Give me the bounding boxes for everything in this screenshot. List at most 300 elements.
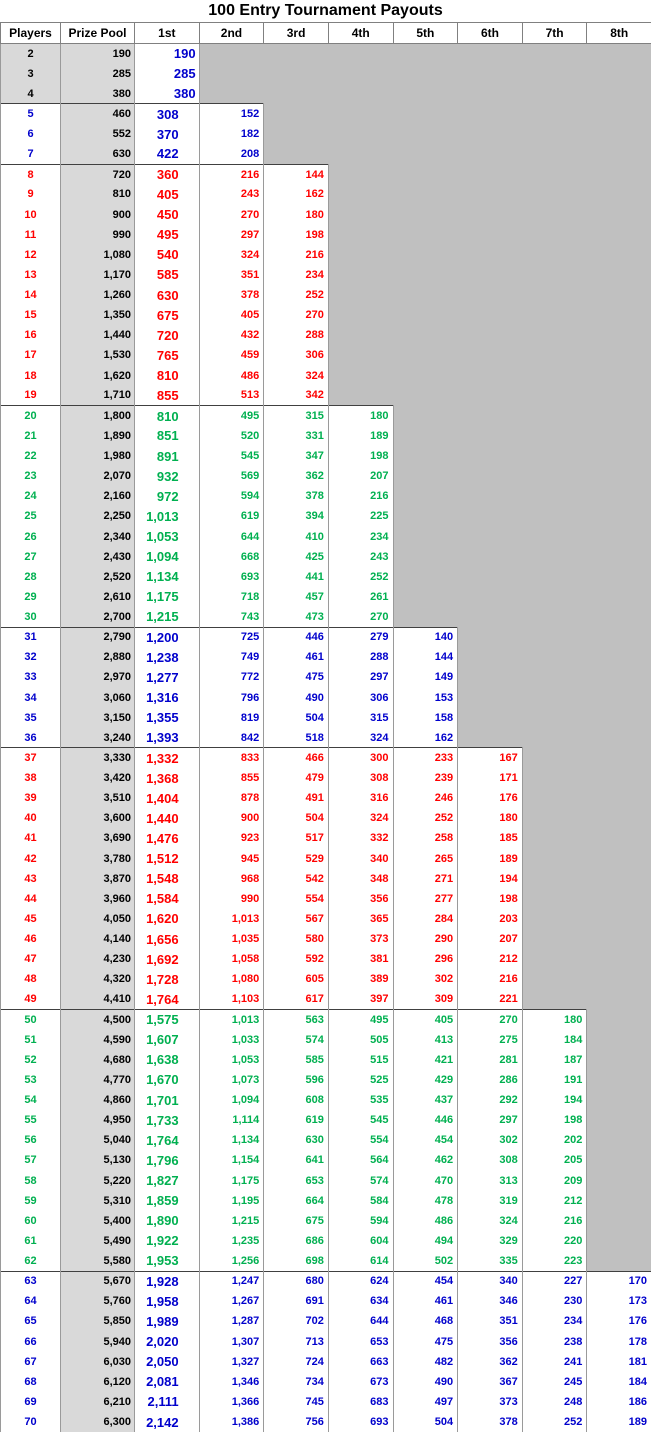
players-cell: 70 [1, 1412, 61, 1432]
payout-3rd-cell: 608 [264, 1090, 329, 1110]
prize-pool-cell: 630 [61, 144, 135, 164]
payout-7th-cell: 202 [522, 1130, 587, 1150]
empty-cell [587, 869, 651, 889]
payout-6th-cell: 180 [458, 808, 523, 828]
empty-cell [587, 1030, 651, 1050]
payout-8th-cell: 178 [587, 1332, 651, 1352]
empty-cell [587, 225, 651, 245]
empty-cell [587, 1070, 651, 1090]
empty-cell [587, 325, 651, 345]
empty-cell [522, 164, 587, 184]
payout-3rd-cell: 331 [264, 426, 329, 446]
empty-cell [587, 1150, 651, 1170]
header-1st: 1st [135, 23, 200, 44]
prize-pool-cell: 3,780 [61, 849, 135, 869]
players-cell: 23 [1, 466, 61, 486]
empty-cell [393, 265, 458, 285]
empty-cell [458, 567, 523, 587]
prize-pool-cell: 4,230 [61, 949, 135, 969]
payout-4th-cell: 198 [328, 446, 393, 466]
empty-cell [522, 828, 587, 848]
payout-3rd-cell: 698 [264, 1251, 329, 1271]
empty-cell [522, 144, 587, 164]
empty-cell [587, 1211, 651, 1231]
payout-3rd-cell: 362 [264, 466, 329, 486]
payout-4th-cell: 300 [328, 748, 393, 768]
payout-2nd-cell: 855 [199, 768, 264, 788]
payout-2nd-cell: 619 [199, 506, 264, 526]
header-8th: 8th [587, 23, 651, 44]
table-row [1, 265, 651, 285]
empty-cell [587, 728, 651, 748]
payout-6th-cell: 286 [458, 1070, 523, 1090]
table-row [1, 748, 651, 768]
payout-7th-cell: 234 [522, 1311, 587, 1331]
payout-8th-cell: 184 [587, 1372, 651, 1392]
players-cell: 9 [1, 184, 61, 204]
empty-cell [393, 64, 458, 84]
payout-5th-cell: 309 [393, 989, 458, 1009]
payout-6th-cell: 198 [458, 889, 523, 909]
payout-5th-cell: 504 [393, 1412, 458, 1432]
payout-2nd-cell: 297 [199, 225, 264, 245]
players-cell: 36 [1, 728, 61, 748]
table-row [1, 406, 651, 426]
players-cell: 4 [1, 84, 61, 104]
empty-cell [522, 64, 587, 84]
payout-3rd-cell: 347 [264, 446, 329, 466]
payout-2nd-cell: 725 [199, 627, 264, 647]
empty-cell [587, 627, 651, 647]
empty-cell [587, 547, 651, 567]
prize-pool-cell: 1,350 [61, 305, 135, 325]
prize-pool-cell: 990 [61, 225, 135, 245]
payout-5th-cell: 446 [393, 1110, 458, 1130]
payout-1st-cell: 1,512 [135, 849, 200, 869]
payout-3rd-cell: 680 [264, 1271, 329, 1291]
empty-cell [458, 527, 523, 547]
players-cell: 54 [1, 1090, 61, 1110]
payout-4th-cell: 614 [328, 1251, 393, 1271]
empty-cell [458, 587, 523, 607]
payout-4th-cell: 365 [328, 909, 393, 929]
empty-cell [458, 406, 523, 426]
table-row [1, 567, 651, 587]
empty-cell [522, 647, 587, 667]
empty-cell [264, 44, 329, 64]
prize-pool-cell: 6,300 [61, 1412, 135, 1432]
payout-8th-cell: 173 [587, 1291, 651, 1311]
empty-cell [522, 386, 587, 406]
table-body [1, 44, 651, 1432]
table-row [1, 1110, 651, 1130]
prize-pool-cell: 3,600 [61, 808, 135, 828]
payout-3rd-cell: 641 [264, 1150, 329, 1170]
players-cell: 47 [1, 949, 61, 969]
payout-1st-cell: 1,733 [135, 1110, 200, 1130]
payout-7th-cell: 194 [522, 1090, 587, 1110]
empty-cell [522, 989, 587, 1009]
empty-cell [393, 506, 458, 526]
players-cell: 20 [1, 406, 61, 426]
payout-7th-cell: 184 [522, 1030, 587, 1050]
payout-2nd-cell: 833 [199, 748, 264, 768]
empty-cell [587, 184, 651, 204]
empty-cell [587, 1251, 651, 1271]
empty-cell [587, 949, 651, 969]
empty-cell [328, 164, 393, 184]
table-row [1, 1311, 651, 1331]
empty-cell [587, 205, 651, 225]
payout-2nd-cell: 1,235 [199, 1231, 264, 1251]
empty-cell [522, 949, 587, 969]
prize-pool-cell: 1,080 [61, 245, 135, 265]
payout-1st-cell: 380 [135, 84, 200, 104]
empty-cell [522, 265, 587, 285]
payout-6th-cell: 189 [458, 849, 523, 869]
payout-3rd-cell: 490 [264, 688, 329, 708]
empty-cell [587, 989, 651, 1009]
header-6th: 6th [458, 23, 523, 44]
payout-4th-cell: 180 [328, 406, 393, 426]
prize-pool-cell: 2,340 [61, 527, 135, 547]
empty-cell [522, 667, 587, 687]
payout-5th-cell: 490 [393, 1372, 458, 1392]
payout-1st-cell: 1,890 [135, 1211, 200, 1231]
payout-2nd-cell: 513 [199, 386, 264, 406]
table-row [1, 1030, 651, 1050]
payout-4th-cell: 189 [328, 426, 393, 446]
payout-1st-cell: 1,928 [135, 1271, 200, 1291]
empty-cell [522, 567, 587, 587]
empty-cell [587, 466, 651, 486]
payout-1st-cell: 1,692 [135, 949, 200, 969]
payout-3rd-cell: 554 [264, 889, 329, 909]
empty-cell [587, 1090, 651, 1110]
empty-cell [393, 104, 458, 124]
empty-cell [587, 1231, 651, 1251]
empty-cell [328, 124, 393, 144]
players-cell: 33 [1, 667, 61, 687]
payout-4th-cell: 397 [328, 989, 393, 1009]
payout-1st-cell: 1,175 [135, 587, 200, 607]
players-cell: 56 [1, 1130, 61, 1150]
players-cell: 31 [1, 627, 61, 647]
payout-4th-cell: 624 [328, 1271, 393, 1291]
payout-3rd-cell: 378 [264, 486, 329, 506]
payout-1st-cell: 1,796 [135, 1150, 200, 1170]
table-row [1, 1352, 651, 1372]
empty-cell [587, 1191, 651, 1211]
payout-4th-cell: 683 [328, 1392, 393, 1412]
empty-cell [458, 84, 523, 104]
prize-pool-cell: 5,130 [61, 1150, 135, 1170]
payout-7th-cell: 191 [522, 1070, 587, 1090]
empty-cell [587, 84, 651, 104]
payout-1st-cell: 1,476 [135, 828, 200, 848]
payout-5th-cell: 246 [393, 788, 458, 808]
table-row [1, 828, 651, 848]
payout-1st-cell: 932 [135, 466, 200, 486]
payout-4th-cell: 673 [328, 1372, 393, 1392]
payout-2nd-cell: 968 [199, 869, 264, 889]
table-row [1, 647, 651, 667]
players-cell: 27 [1, 547, 61, 567]
payout-5th-cell: 421 [393, 1050, 458, 1070]
empty-cell [199, 84, 264, 104]
players-cell: 63 [1, 1271, 61, 1291]
payout-3rd-cell: 734 [264, 1372, 329, 1392]
players-cell: 24 [1, 486, 61, 506]
payout-4th-cell: 252 [328, 567, 393, 587]
payout-4th-cell: 234 [328, 527, 393, 547]
payout-4th-cell: 604 [328, 1231, 393, 1251]
empty-cell [264, 104, 329, 124]
payout-3rd-cell: 756 [264, 1412, 329, 1432]
payout-2nd-cell: 520 [199, 426, 264, 446]
empty-cell [393, 587, 458, 607]
payout-4th-cell: 381 [328, 949, 393, 969]
payout-1st-cell: 190 [135, 44, 200, 64]
payout-1st-cell: 1,958 [135, 1291, 200, 1311]
prize-pool-cell: 2,610 [61, 587, 135, 607]
header-prize-pool: Prize Pool [61, 23, 135, 44]
payout-2nd-cell: 1,058 [199, 949, 264, 969]
payout-2nd-cell: 1,134 [199, 1130, 264, 1150]
empty-cell [458, 64, 523, 84]
players-cell: 68 [1, 1372, 61, 1392]
prize-pool-cell: 4,500 [61, 1010, 135, 1030]
prize-pool-cell: 1,620 [61, 366, 135, 386]
prize-pool-cell: 4,410 [61, 989, 135, 1009]
payout-3rd-cell: 724 [264, 1352, 329, 1372]
players-cell: 12 [1, 245, 61, 265]
table-row [1, 426, 651, 446]
empty-cell [587, 788, 651, 808]
payout-4th-cell: 332 [328, 828, 393, 848]
table-row [1, 768, 651, 788]
prize-pool-cell: 285 [61, 64, 135, 84]
players-cell: 39 [1, 788, 61, 808]
table-row [1, 1191, 651, 1211]
empty-cell [587, 607, 651, 627]
players-cell: 62 [1, 1251, 61, 1271]
prize-pool-cell: 4,860 [61, 1090, 135, 1110]
table-row [1, 446, 651, 466]
payout-5th-cell: 437 [393, 1090, 458, 1110]
players-cell: 45 [1, 909, 61, 929]
payout-5th-cell: 454 [393, 1130, 458, 1150]
header-2nd: 2nd [199, 23, 264, 44]
players-cell: 34 [1, 688, 61, 708]
prize-pool-cell: 1,980 [61, 446, 135, 466]
prize-pool-cell: 3,420 [61, 768, 135, 788]
payout-2nd-cell: 432 [199, 325, 264, 345]
empty-cell [522, 466, 587, 486]
payout-1st-cell: 450 [135, 205, 200, 225]
payout-5th-cell: 482 [393, 1352, 458, 1372]
prize-pool-cell: 2,430 [61, 547, 135, 567]
payout-7th-cell: 252 [522, 1412, 587, 1432]
payout-2nd-cell: 182 [199, 124, 264, 144]
empty-cell [328, 184, 393, 204]
payout-6th-cell: 203 [458, 909, 523, 929]
payout-3rd-cell: 324 [264, 366, 329, 386]
prize-pool-cell: 4,140 [61, 929, 135, 949]
empty-cell [587, 406, 651, 426]
payout-7th-cell: 241 [522, 1352, 587, 1372]
payout-2nd-cell: 1,195 [199, 1191, 264, 1211]
empty-cell [522, 929, 587, 949]
payout-1st-cell: 1,922 [135, 1231, 200, 1251]
table-row [1, 1150, 651, 1170]
empty-cell [522, 124, 587, 144]
payout-1st-cell: 855 [135, 386, 200, 406]
payout-2nd-cell: 923 [199, 828, 264, 848]
payout-1st-cell: 2,050 [135, 1352, 200, 1372]
payout-1st-cell: 675 [135, 305, 200, 325]
payout-5th-cell: 258 [393, 828, 458, 848]
prize-pool-cell: 2,970 [61, 667, 135, 687]
empty-cell [587, 386, 651, 406]
empty-cell [587, 305, 651, 325]
payout-4th-cell: 348 [328, 869, 393, 889]
payout-4th-cell: 535 [328, 1090, 393, 1110]
payout-3rd-cell: 686 [264, 1231, 329, 1251]
payout-2nd-cell: 351 [199, 265, 264, 285]
payout-7th-cell: 180 [522, 1010, 587, 1030]
payout-6th-cell: 319 [458, 1191, 523, 1211]
payout-5th-cell: 158 [393, 708, 458, 728]
table-row [1, 1070, 651, 1090]
payout-5th-cell: 239 [393, 768, 458, 788]
payout-5th-cell: 296 [393, 949, 458, 969]
payout-1st-cell: 1,728 [135, 969, 200, 989]
prize-pool-cell: 2,790 [61, 627, 135, 647]
empty-cell [587, 849, 651, 869]
payout-2nd-cell: 1,073 [199, 1070, 264, 1090]
payout-2nd-cell: 243 [199, 184, 264, 204]
empty-cell [587, 265, 651, 285]
payout-3rd-cell: 580 [264, 929, 329, 949]
players-cell: 11 [1, 225, 61, 245]
empty-cell [522, 366, 587, 386]
payout-1st-cell: 360 [135, 164, 200, 184]
table-row [1, 1231, 651, 1251]
payout-1st-cell: 810 [135, 406, 200, 426]
table-row [1, 84, 651, 104]
table-row [1, 1372, 651, 1392]
table-row [1, 466, 651, 486]
payout-1st-cell: 285 [135, 64, 200, 84]
table-row [1, 1332, 651, 1352]
payout-2nd-cell: 1,256 [199, 1251, 264, 1271]
payout-6th-cell: 335 [458, 1251, 523, 1271]
payout-2nd-cell: 208 [199, 144, 264, 164]
players-cell: 7 [1, 144, 61, 164]
payout-2nd-cell: 1,175 [199, 1171, 264, 1191]
empty-cell [458, 245, 523, 265]
prize-pool-cell: 4,950 [61, 1110, 135, 1130]
players-cell: 13 [1, 265, 61, 285]
payout-1st-cell: 1,332 [135, 748, 200, 768]
empty-cell [587, 708, 651, 728]
players-cell: 2 [1, 44, 61, 64]
payout-4th-cell: 373 [328, 929, 393, 949]
players-cell: 49 [1, 989, 61, 1009]
empty-cell [587, 446, 651, 466]
payout-1st-cell: 1,238 [135, 647, 200, 667]
payout-1st-cell: 1,701 [135, 1090, 200, 1110]
empty-cell [587, 828, 651, 848]
empty-cell [587, 1050, 651, 1070]
payout-4th-cell: 693 [328, 1412, 393, 1432]
empty-cell [587, 345, 651, 365]
payout-3rd-cell: 288 [264, 325, 329, 345]
payout-3rd-cell: 619 [264, 1110, 329, 1130]
table-row [1, 184, 651, 204]
payout-6th-cell: 367 [458, 1372, 523, 1392]
empty-cell [199, 64, 264, 84]
payout-4th-cell: 308 [328, 768, 393, 788]
payout-3rd-cell: 144 [264, 164, 329, 184]
payout-8th-cell: 186 [587, 1392, 651, 1412]
payout-2nd-cell: 1,366 [199, 1392, 264, 1412]
table-row [1, 1392, 651, 1412]
payout-3rd-cell: 585 [264, 1050, 329, 1070]
empty-cell [328, 64, 393, 84]
players-cell: 43 [1, 869, 61, 889]
players-cell: 53 [1, 1070, 61, 1090]
payout-8th-cell: 181 [587, 1352, 651, 1372]
prize-pool-cell: 6,210 [61, 1392, 135, 1412]
payout-3rd-cell: 491 [264, 788, 329, 808]
empty-cell [393, 527, 458, 547]
empty-cell [328, 84, 393, 104]
payout-3rd-cell: 479 [264, 768, 329, 788]
payout-2nd-cell: 1,307 [199, 1332, 264, 1352]
payout-7th-cell: 227 [522, 1271, 587, 1291]
payout-6th-cell: 329 [458, 1231, 523, 1251]
payout-1st-cell: 1,393 [135, 728, 200, 748]
payout-2nd-cell: 693 [199, 567, 264, 587]
table-row [1, 547, 651, 567]
payout-3rd-cell: 394 [264, 506, 329, 526]
empty-cell [328, 325, 393, 345]
empty-cell [458, 446, 523, 466]
payout-1st-cell: 1,764 [135, 1130, 200, 1150]
empty-cell [587, 1171, 651, 1191]
prize-pool-cell: 4,680 [61, 1050, 135, 1070]
table-row [1, 1010, 651, 1030]
payout-1st-cell: 1,053 [135, 527, 200, 547]
payout-7th-cell: 209 [522, 1171, 587, 1191]
table-row [1, 1130, 651, 1150]
empty-cell [522, 768, 587, 788]
payout-3rd-cell: 198 [264, 225, 329, 245]
payout-3rd-cell: 342 [264, 386, 329, 406]
payout-2nd-cell: 1,094 [199, 1090, 264, 1110]
payout-7th-cell: 223 [522, 1251, 587, 1271]
payout-5th-cell: 140 [393, 627, 458, 647]
empty-cell [587, 768, 651, 788]
payout-3rd-cell: 691 [264, 1291, 329, 1311]
payout-4th-cell: 340 [328, 849, 393, 869]
table-row [1, 1271, 651, 1291]
empty-cell [393, 205, 458, 225]
table-row [1, 64, 651, 84]
payout-5th-cell: 494 [393, 1231, 458, 1251]
